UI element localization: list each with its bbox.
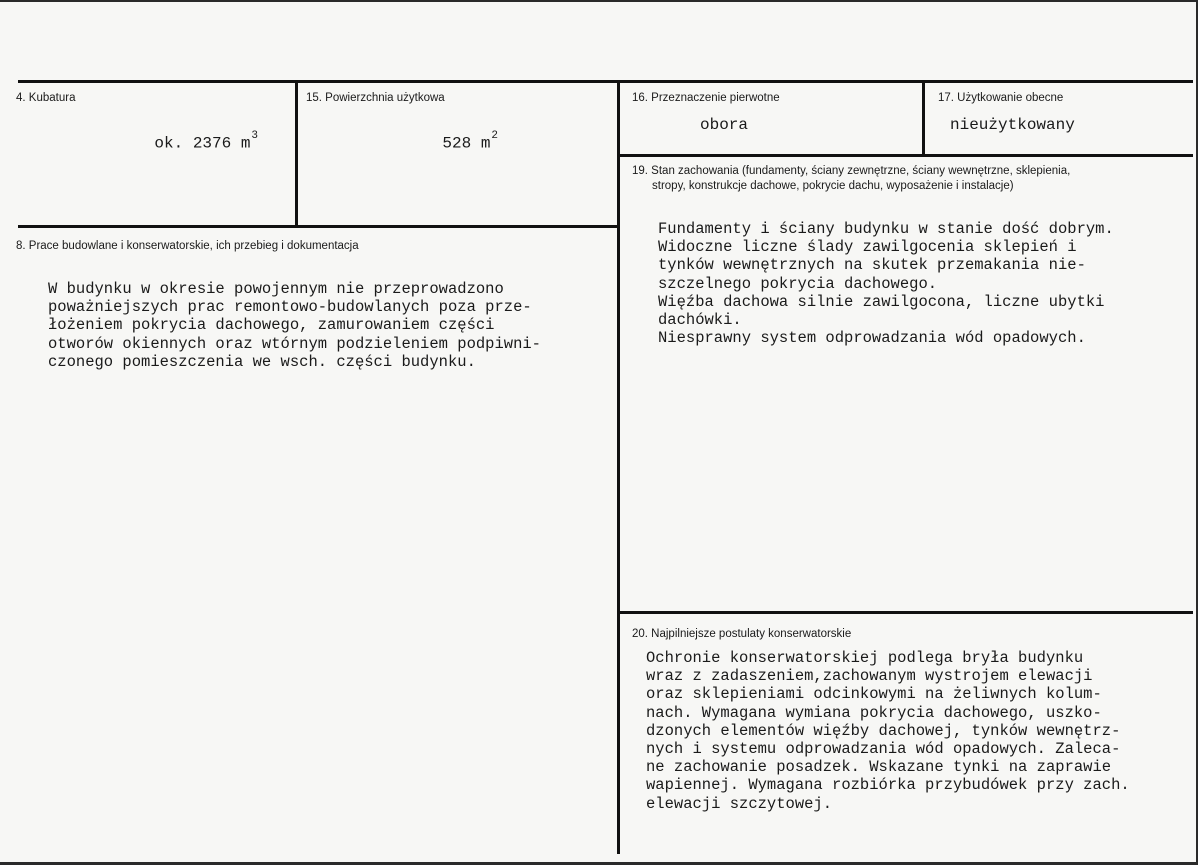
postulaty-line: oraz sklepieniami odcinkowymi na żeliwnych kolum- (646, 685, 1102, 704)
uzytkowanie-label: 17. Użytkowanie obecne (938, 92, 1064, 104)
uzytkowanie-value: nieużytkowany (950, 116, 1075, 134)
column-divider-3 (922, 82, 925, 156)
row-divider-left (18, 225, 620, 228)
postulaty-line: elewacji szczytowej. (646, 794, 833, 813)
stan-zachowania-line: tynków wewnętrznych na skutek przemakania nie- (658, 256, 1086, 275)
stan-zachowania-line: Niesprawny system odprowadzania wód opadowych. (658, 329, 1086, 348)
postulaty-line: dzonych elementów więźby dachowej, tynków wewnętrz- (646, 721, 1121, 740)
prace-budowlane-text (48, 280, 541, 371)
stan-zachowania-line: Widoczne liczne ślady zawilgocenia sklepień i (658, 238, 1077, 257)
stan-zachowania-label-line2: stropy, konstrukcje dachowe, pokrycie dachu, wyposażenie i instalacje) (652, 180, 1014, 192)
stan-zachowania-text (658, 220, 1114, 347)
postulaty-line: wraz z zadaszeniem,zachowanym wystrojem elewacji (646, 667, 1093, 686)
powierzchnia-exponent: 2 (491, 130, 499, 142)
stan-zachowania-line: szczelnego pokrycia dachowego. (658, 274, 938, 293)
kubatura-exponent: 3 (251, 130, 259, 142)
row-divider-postulaty (620, 611, 1193, 614)
stan-zachowania-line: dachówki. (658, 311, 742, 330)
stan-zachowania-line: Więźba dachowa silnie zawilgocona, liczne ubytki (658, 292, 1105, 311)
powierzchnia-number: 528 m (442, 134, 491, 153)
prace-budowlane-label: 8. Prace budowlane i konserwatorskie, ich przebieg i dokumentacja (16, 240, 359, 252)
stan-zachowania-line: Fundamenty i ściany budynku w stanie dość dobrym. (658, 220, 1114, 238)
top-row-border (18, 80, 1193, 83)
prace-budowlane-line: łożeniem pokrycia dachowego, zamurowaniem części (48, 316, 495, 335)
przeznaczenie-value: obora (700, 116, 749, 134)
kubatura-value (116, 115, 258, 170)
column-divider-1 (295, 82, 298, 227)
postulaty-line: nach. Wymagana wymiana pokrycia dachowego, uszko- (646, 703, 1102, 722)
prace-budowlane-line: otworów okiennych oraz wtórnym podzieleniem podpiwni- (48, 334, 541, 353)
row-divider-right (620, 154, 1193, 157)
postulaty-line: nych i systemu odprowadzania wód opadowych. Zaleca- (646, 740, 1121, 759)
prace-budowlane-line: poważniejszych prac remontowo-budowlanych poza prze- (48, 298, 532, 317)
postulaty-line: Ochronie konserwatorskiej podlega bryła budynku (646, 649, 1084, 667)
column-divider-main (617, 82, 620, 854)
postulaty-text (646, 649, 1130, 813)
powierzchnia-value (404, 115, 498, 170)
stan-zachowania-label-line1: 19. Stan zachowania (fundamenty, ściany zewnętrzne, ściany wewnętrzne, sklepienia, (632, 165, 1071, 177)
card-top-edge (0, 0, 1198, 2)
postulaty-line: wapiennej. Wymagana rozbiórka przybudówek przy zach. (646, 776, 1130, 795)
powierzchnia-label: 15. Powierzchnia użytkowa (306, 92, 445, 104)
kubatura-label: 4. Kubatura (16, 92, 76, 104)
postulaty-label: 20. Najpilniejsze postulaty konserwatorskie (632, 628, 852, 640)
prace-budowlane-line: czonego pomieszczenia we wsch. części budynku. (48, 352, 476, 371)
postulaty-line: ne zachowanie posadzek. Wskazane tynki na zaprawie (646, 758, 1112, 777)
kubatura-number: ok. 2376 m (154, 134, 251, 153)
prace-budowlane-line: W budynku w okresie powojennym nie przeprowadzono (48, 280, 504, 298)
przeznaczenie-label: 16. Przeznaczenie pierwotne (632, 92, 780, 104)
